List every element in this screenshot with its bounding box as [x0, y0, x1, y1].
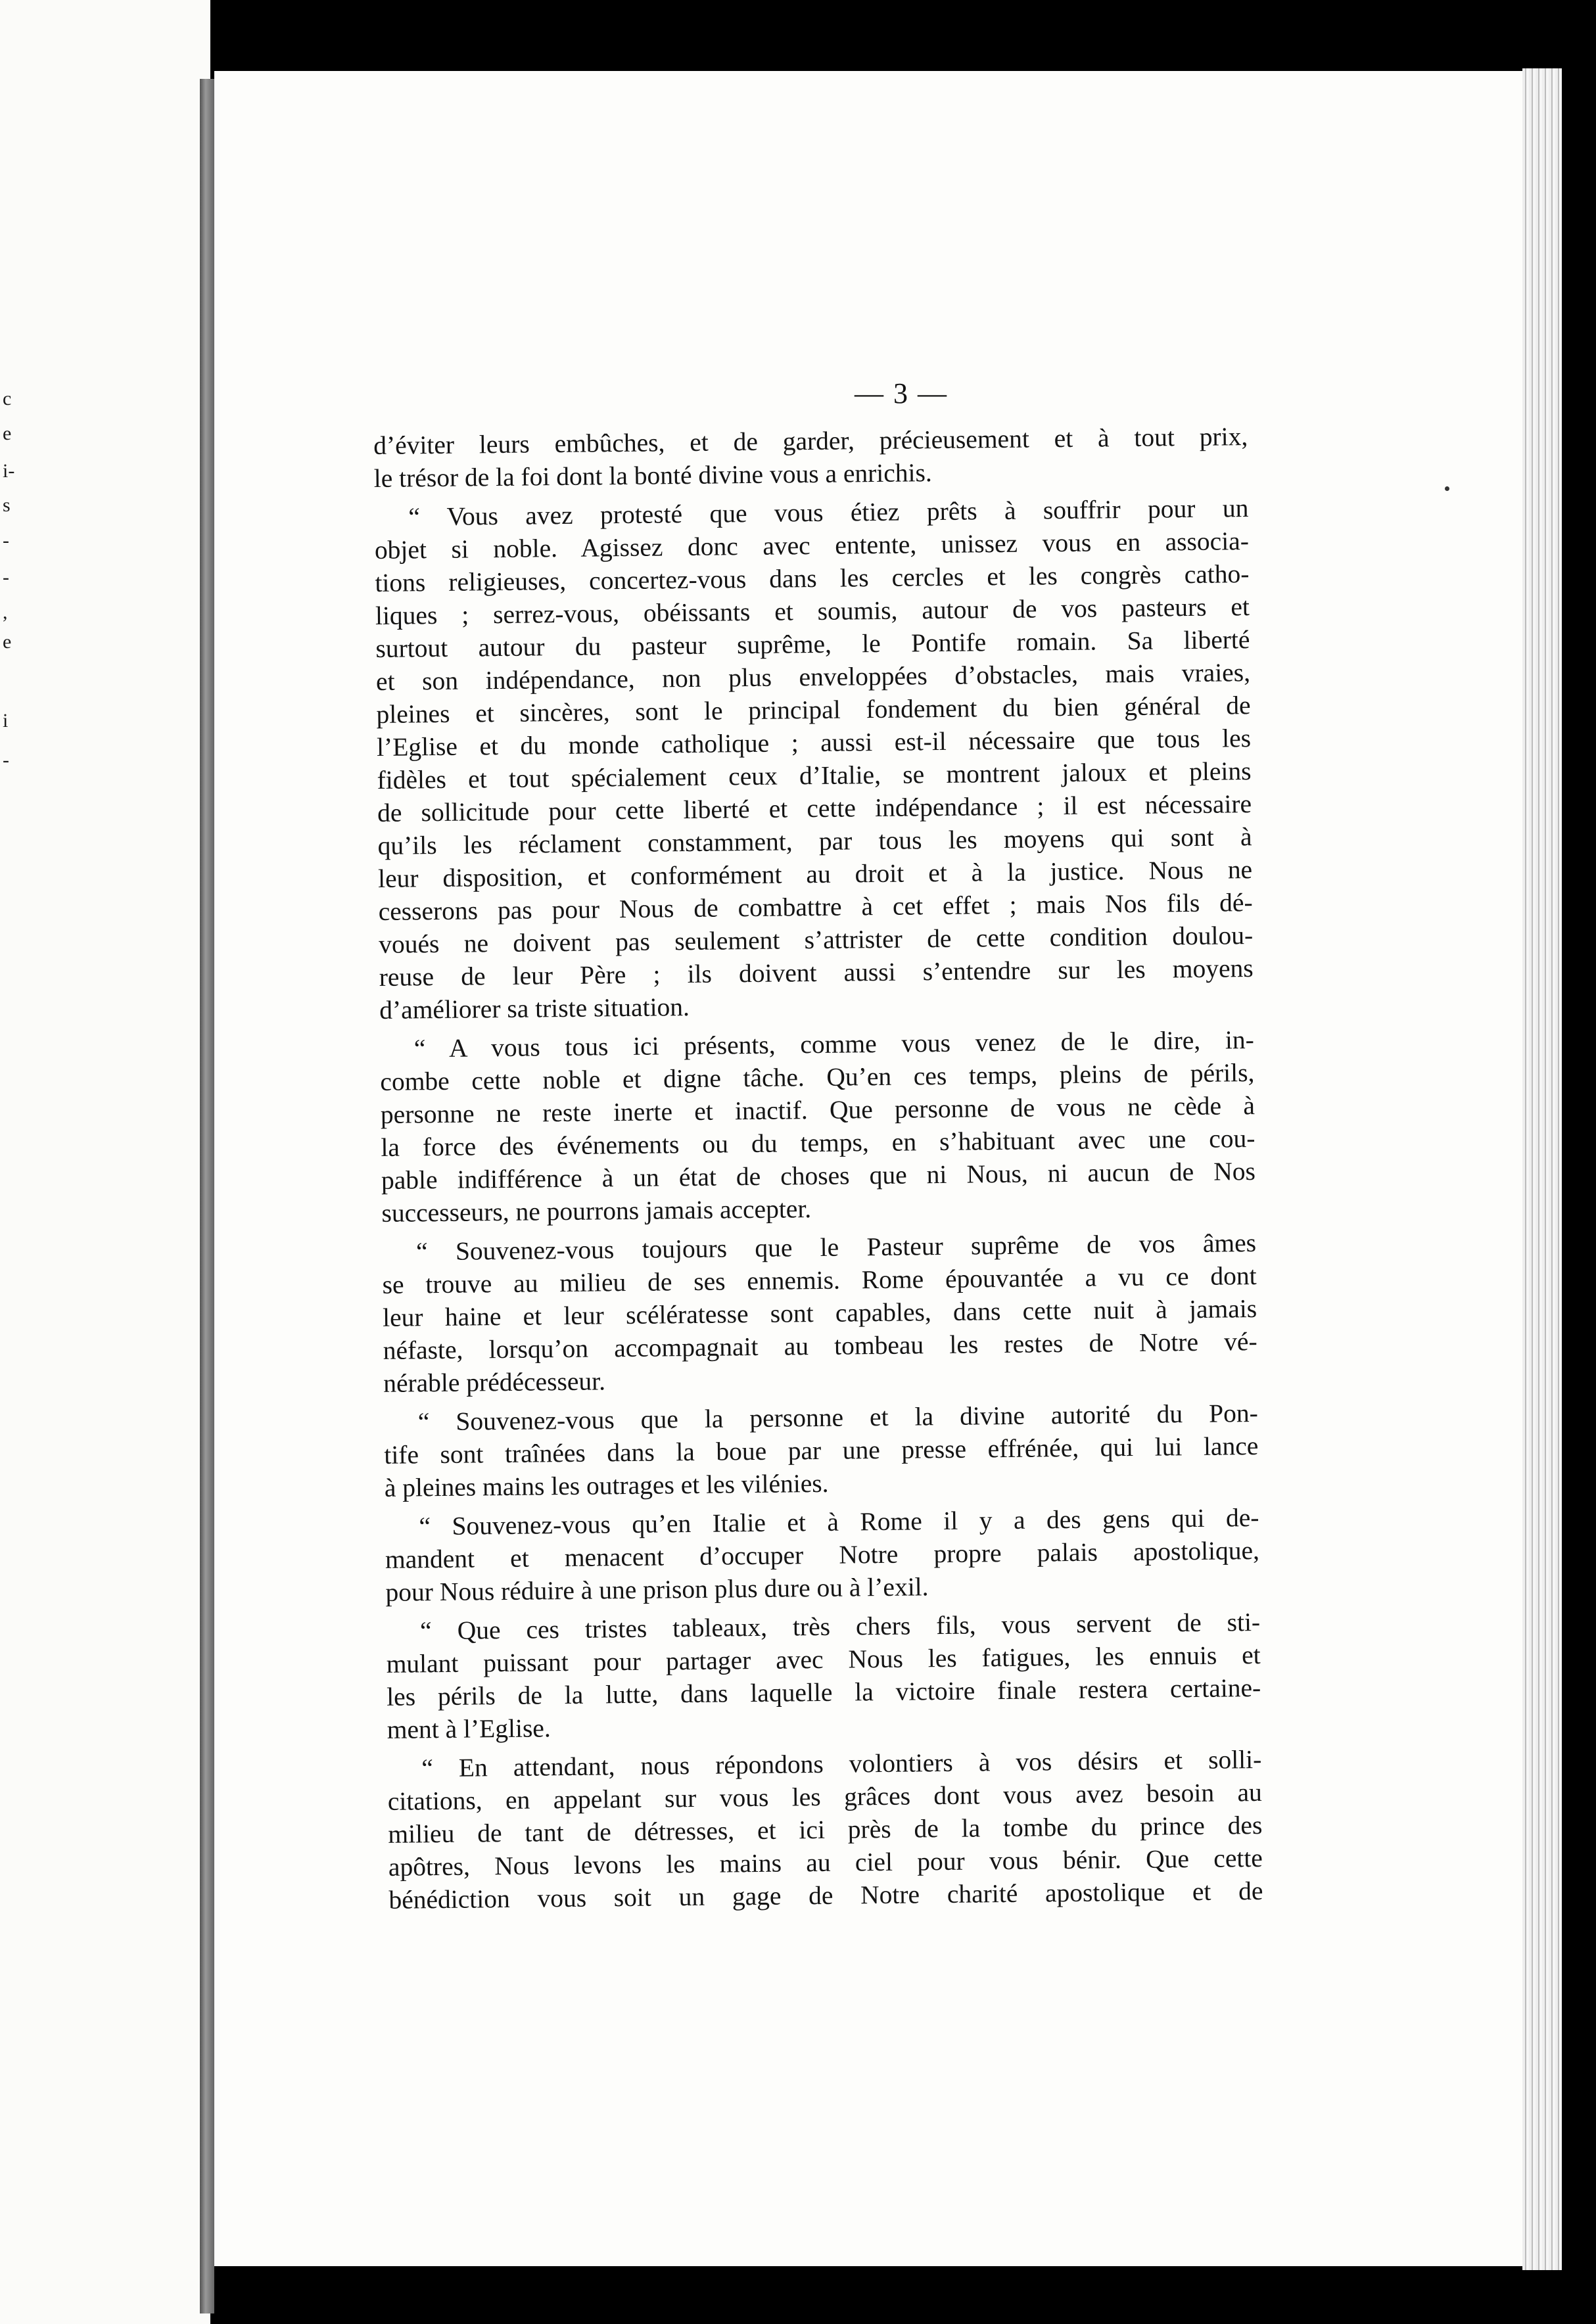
text-line: “ Vous avez protesté que vous étiez prêts à souffrir pour un	[408, 494, 1249, 532]
paragraph	[384, 1397, 1259, 1504]
text-line: se trouve au milieu de ses ennemis. Rome épouvantée a vu ce dont	[382, 1261, 1257, 1299]
paragraph	[373, 420, 1248, 495]
text-line: surtout autour du pasteur suprême, le Pontife romain. Sa liberté	[375, 625, 1250, 663]
text-line: ment à l’Eglise.	[387, 1713, 551, 1744]
text-line: nérable prédécesseur.	[383, 1366, 606, 1398]
text-line: liques ; serrez-vous, obéissants et soumis, autour de vos pasteurs et	[375, 592, 1250, 630]
text-line: reuse de leur Père ; ils doivent aussi s’entendre sur les moyens	[379, 954, 1254, 992]
text-line: et son indépendance, non plus enveloppées d’obstacles, mais vraies,	[375, 658, 1251, 696]
text-line: l’Eglise et du monde catholique ; aussi est-il nécessaire que tous les	[376, 724, 1252, 762]
facing-page-fragment: -	[3, 749, 9, 771]
text-line: mandent et menacent d’occuper Notre propre palais apostolique,	[385, 1535, 1260, 1574]
ink-speck	[1445, 486, 1449, 491]
text-line: leur disposition, et conformément au droit et à la justice. Nous ne	[377, 855, 1253, 893]
text-line: bénédiction vous soit un gage de Notre charité apostolique et de	[388, 1876, 1263, 1915]
text-line: tife sont traînées dans la boue par une presse effrénée, qui lui lance	[384, 1431, 1259, 1470]
text-line: objet si noble. Agissez donc avec entente, unissez vous en associa-	[374, 526, 1250, 565]
text-line: “ Souvenez-vous qu’en Italie et à Rome il y a des gens qui de-	[419, 1502, 1259, 1541]
text-line: pour Nous réduire à une prison plus dure ou à l’exil.	[385, 1572, 929, 1607]
text-line: milieu de tant de détresses, et ici près de la tombe du prince des	[388, 1810, 1263, 1849]
text-line: “ Que ces tristes tableaux, très chers fils, vous servent de sti-	[419, 1607, 1261, 1646]
body-text	[373, 420, 1263, 1922]
facing-page	[0, 0, 210, 2324]
facing-page-fragment: ,	[3, 601, 8, 623]
facing-page-fragment: e	[3, 423, 12, 444]
book-gutter	[200, 79, 214, 2313]
text-line: à pleines mains les outrages et les vilénies.	[384, 1468, 829, 1502]
document-page	[214, 71, 1524, 2266]
facing-page-fragment: -	[3, 530, 9, 551]
page-number: — 3 —	[855, 377, 948, 409]
facing-page-fragment: -	[3, 567, 9, 588]
text-line: fidèles et tout spécialement ceux d’Italie, se montrent jaloux et pleins	[377, 756, 1252, 795]
text-line: successeurs, ne pourrons jamais accepter.	[381, 1194, 812, 1228]
text-line: néfaste, lorsqu’on accompagnait au tombeau les restes de Notre vé-	[383, 1326, 1257, 1365]
facing-page-fragment: e	[3, 631, 12, 653]
facing-page-fragment: s	[3, 494, 11, 516]
text-line: qu’ils les réclament constamment, par tous les moyens qui sont à	[377, 822, 1252, 860]
text-line: pleines et sincères, sont le principal fondement du bien général de	[376, 691, 1251, 729]
text-line: tions religieuses, concertez-vous dans les cercles et les congrès catho-	[375, 559, 1250, 597]
paragraph	[382, 1226, 1258, 1400]
facing-page-fragment: i	[3, 710, 9, 732]
text-line: “ A vous tous ici présents, comme vous venez de le dire, in-	[413, 1025, 1255, 1063]
paragraph	[386, 1606, 1261, 1746]
text-line: “ Souvenez-vous que la personne et la divine autorité du Pon-	[417, 1398, 1258, 1437]
text-line: d’éviter leurs embûches, et de garder, précieusement et à tout prix,	[373, 422, 1248, 460]
paragraph	[380, 1023, 1256, 1230]
text-line: le trésor de la foi dont la bonté divine vous a enrichis.	[373, 458, 933, 493]
text-line: apôtres, Nous levons les mains au ciel pour vous bénir. Que cette	[388, 1843, 1263, 1882]
page-edges	[1522, 68, 1562, 2270]
text-line: citations, en appelant sur vous les grâces dont vous avez besoin au	[387, 1777, 1263, 1816]
text-line: cesserons pas pour Nous de combattre à cet effet ; mais Nos fils dé-	[378, 888, 1253, 926]
text-line: la force des événements ou du temps, en s’habituant avec une cou-	[381, 1124, 1256, 1162]
text-line: “ Souvenez-vous toujours que le Pasteur suprême de vos âmes	[415, 1228, 1257, 1267]
text-line: les périls de la lutte, dans laquelle la victoire finale restera certaine-	[386, 1673, 1261, 1711]
text-line: “ En attendant, nous répondons volontiers à vos désirs et solli-	[421, 1744, 1262, 1783]
text-line: pable indifférence à un état de choses que ni Nous, ni aucun de Nos	[381, 1157, 1256, 1195]
facing-page-fragment: i-	[3, 460, 15, 482]
text-line: mulant puissant pour partager avec Nous les fatigues, les ennuis et	[386, 1640, 1261, 1679]
text-line: de sollicitude pour cette liberté et cette indépendance ; il est nécessaire	[377, 789, 1252, 827]
text-line: combe cette noble et digne tâche. Qu’en ces temps, pleins de périls,	[380, 1058, 1255, 1096]
paragraph	[374, 492, 1254, 1027]
text-line: voués ne doivent pas seulement s’attrister de cette condition doulou-	[378, 921, 1254, 959]
text-line: personne ne reste inerte et inactif. Que personne de vous ne cède à	[380, 1091, 1256, 1129]
facing-page-fragment: c	[3, 388, 12, 409]
text-line: d’améliorer sa triste situation.	[379, 992, 690, 1025]
text-line: leur haine et leur scélératesse sont capables, dans cette nuit à jamais	[382, 1293, 1257, 1332]
paragraph	[387, 1743, 1263, 1917]
paragraph	[385, 1501, 1259, 1609]
